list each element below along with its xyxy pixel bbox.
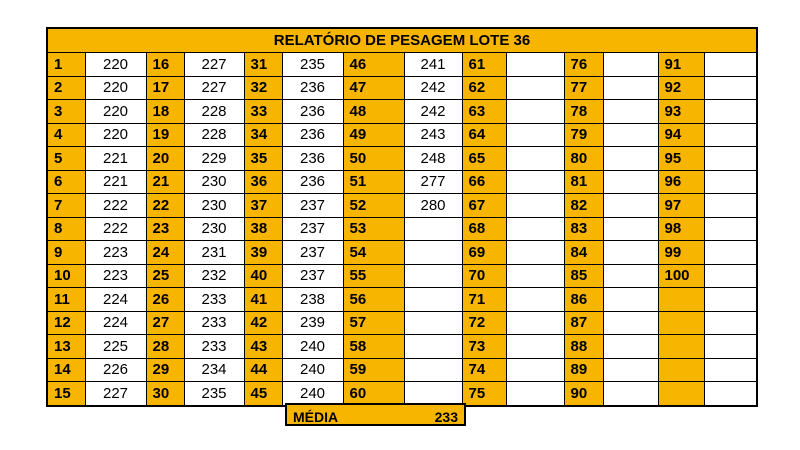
weight-cell: 221: [85, 147, 146, 171]
lot-number-cell: 3: [47, 100, 85, 124]
lot-number-cell: 49: [343, 123, 404, 147]
lot-number-cell: 75: [462, 382, 506, 406]
weight-cell: 225: [85, 335, 146, 359]
lot-number-cell: 56: [343, 288, 404, 312]
weight-cell: [704, 217, 757, 241]
weight-cell: 220: [85, 100, 146, 124]
lot-number-cell: 86: [564, 288, 603, 312]
lot-number-cell: 72: [462, 311, 506, 335]
weight-cell: 277: [404, 170, 462, 194]
lot-number-cell: 37: [244, 194, 282, 218]
weight-cell: [603, 382, 658, 406]
weight-cell: [704, 264, 757, 288]
weight-cell: [603, 217, 658, 241]
weight-cell: [506, 241, 564, 265]
weight-cell: 220: [85, 123, 146, 147]
lot-number-cell: 77: [564, 76, 603, 100]
lot-number-cell: [658, 311, 704, 335]
lot-number-cell: 32: [244, 76, 282, 100]
weight-cell: [603, 358, 658, 382]
average-label: MÉDIA: [293, 409, 339, 425]
lot-number-cell: 83: [564, 217, 603, 241]
lot-number-cell: 84: [564, 241, 603, 265]
lot-number-cell: 54: [343, 241, 404, 265]
lot-number-cell: 40: [244, 264, 282, 288]
lot-number-cell: 41: [244, 288, 282, 312]
weight-cell: 236: [282, 76, 343, 100]
weight-cell: 234: [184, 358, 244, 382]
table-row: [47, 311, 757, 335]
weight-cell: [506, 335, 564, 359]
lot-number-cell: 5: [47, 147, 85, 171]
weight-cell: 233: [184, 335, 244, 359]
weight-cell: [704, 76, 757, 100]
lot-number-cell: 61: [462, 53, 506, 77]
lot-number-cell: 92: [658, 76, 704, 100]
table-row: [47, 241, 757, 265]
weight-cell: [404, 358, 462, 382]
lot-number-cell: 12: [47, 311, 85, 335]
weight-cell: [603, 147, 658, 171]
lot-number-cell: 14: [47, 358, 85, 382]
average-box: [285, 403, 466, 426]
lot-number-cell: 50: [343, 147, 404, 171]
weight-cell: 243: [404, 123, 462, 147]
lot-number-cell: 95: [658, 147, 704, 171]
lot-number-cell: 29: [146, 358, 184, 382]
weight-cell: [704, 170, 757, 194]
lot-number-cell: 99: [658, 241, 704, 265]
lot-number-cell: 46: [343, 53, 404, 77]
lot-number-cell: 28: [146, 335, 184, 359]
lot-number-cell: 22: [146, 194, 184, 218]
weight-cell: 236: [282, 147, 343, 171]
average-value: 233: [434, 409, 458, 425]
weight-cell: 231: [184, 241, 244, 265]
weight-cell: 235: [282, 53, 343, 77]
lot-number-cell: 87: [564, 311, 603, 335]
weight-cell: 232: [184, 264, 244, 288]
report-title: RELATÓRIO DE PESAGEM LOTE 36: [47, 28, 757, 53]
weight-cell: 230: [184, 170, 244, 194]
weight-cell: 237: [282, 264, 343, 288]
lot-number-cell: 11: [47, 288, 85, 312]
weight-cell: 230: [184, 217, 244, 241]
table-row: [47, 100, 757, 124]
weight-cell: 242: [404, 76, 462, 100]
lot-number-cell: 66: [462, 170, 506, 194]
weight-cell: 235: [184, 382, 244, 406]
weight-cell: 227: [85, 382, 146, 406]
lot-number-cell: 4: [47, 123, 85, 147]
weight-cell: 240: [282, 382, 343, 406]
lot-number-cell: 16: [146, 53, 184, 77]
lot-number-cell: 55: [343, 264, 404, 288]
lot-number-cell: 1: [47, 53, 85, 77]
lot-number-cell: 26: [146, 288, 184, 312]
lot-number-cell: 94: [658, 123, 704, 147]
lot-number-cell: 39: [244, 241, 282, 265]
weight-cell: [603, 335, 658, 359]
weight-cell: [506, 288, 564, 312]
lot-number-cell: 64: [462, 123, 506, 147]
lot-number-cell: 90: [564, 382, 603, 406]
weight-cell: [506, 76, 564, 100]
weight-cell: [404, 288, 462, 312]
lot-number-cell: 25: [146, 264, 184, 288]
lot-number-cell: 88: [564, 335, 603, 359]
weight-cell: [404, 335, 462, 359]
lot-number-cell: 97: [658, 194, 704, 218]
weight-cell: [404, 217, 462, 241]
lot-number-cell: [658, 335, 704, 359]
lot-number-cell: 47: [343, 76, 404, 100]
weight-cell: [404, 241, 462, 265]
weight-cell: [704, 147, 757, 171]
weight-cell: [603, 53, 658, 77]
weight-cell: 280: [404, 194, 462, 218]
weight-cell: [404, 382, 462, 406]
weight-cell: 236: [282, 123, 343, 147]
weight-cell: 239: [282, 311, 343, 335]
weight-cell: [603, 311, 658, 335]
lot-number-cell: 53: [343, 217, 404, 241]
lot-number-cell: 35: [244, 147, 282, 171]
lot-number-cell: 59: [343, 358, 404, 382]
lot-number-cell: 62: [462, 76, 506, 100]
lot-number-cell: 44: [244, 358, 282, 382]
weight-cell: [704, 358, 757, 382]
lot-number-cell: 82: [564, 194, 603, 218]
lot-number-cell: 6: [47, 170, 85, 194]
weight-cell: [603, 194, 658, 218]
lot-number-cell: 60: [343, 382, 404, 406]
weight-cell: 227: [184, 76, 244, 100]
lot-number-cell: 73: [462, 335, 506, 359]
lot-number-cell: 81: [564, 170, 603, 194]
lot-number-cell: 57: [343, 311, 404, 335]
lot-number-cell: 17: [146, 76, 184, 100]
weight-cell: 236: [282, 100, 343, 124]
lot-number-cell: 85: [564, 264, 603, 288]
weight-cell: 228: [184, 123, 244, 147]
weight-cell: [704, 194, 757, 218]
lot-number-cell: 24: [146, 241, 184, 265]
weight-cell: [404, 264, 462, 288]
weight-cell: [506, 100, 564, 124]
weight-cell: [603, 264, 658, 288]
weight-cell: 221: [85, 170, 146, 194]
lot-number-cell: 30: [146, 382, 184, 406]
lot-number-cell: 79: [564, 123, 603, 147]
weight-cell: [506, 170, 564, 194]
lot-number-cell: 15: [47, 382, 85, 406]
weighing-report-table: [46, 27, 758, 407]
weight-cell: [506, 382, 564, 406]
lot-number-cell: 36: [244, 170, 282, 194]
lot-number-cell: 70: [462, 264, 506, 288]
table-row: [47, 53, 757, 77]
weight-cell: 233: [184, 288, 244, 312]
weight-cell: 240: [282, 358, 343, 382]
lot-number-cell: 80: [564, 147, 603, 171]
weight-cell: [506, 123, 564, 147]
table-row: [47, 147, 757, 171]
table-row: [47, 123, 757, 147]
table-row: [47, 335, 757, 359]
weight-cell: [704, 53, 757, 77]
weight-cell: 222: [85, 217, 146, 241]
lot-number-cell: 68: [462, 217, 506, 241]
weight-cell: 223: [85, 264, 146, 288]
weight-cell: 223: [85, 241, 146, 265]
weight-cell: 236: [282, 170, 343, 194]
lot-number-cell: 21: [146, 170, 184, 194]
lot-number-cell: 7: [47, 194, 85, 218]
lot-number-cell: 71: [462, 288, 506, 312]
lot-number-cell: 52: [343, 194, 404, 218]
weight-cell: 224: [85, 288, 146, 312]
weight-cell: [506, 147, 564, 171]
lot-number-cell: 91: [658, 53, 704, 77]
lot-number-cell: 78: [564, 100, 603, 124]
lot-number-cell: [658, 382, 704, 406]
weight-cell: 237: [282, 194, 343, 218]
weight-cell: [704, 288, 757, 312]
lot-number-cell: 19: [146, 123, 184, 147]
lot-number-cell: 69: [462, 241, 506, 265]
lot-number-cell: 27: [146, 311, 184, 335]
lot-number-cell: 43: [244, 335, 282, 359]
weight-cell: 237: [282, 241, 343, 265]
weight-cell: 237: [282, 217, 343, 241]
weight-cell: [603, 288, 658, 312]
table-row: [47, 170, 757, 194]
lot-number-cell: 65: [462, 147, 506, 171]
lot-number-cell: 45: [244, 382, 282, 406]
lot-number-cell: 100: [658, 264, 704, 288]
lot-number-cell: 67: [462, 194, 506, 218]
lot-number-cell: 33: [244, 100, 282, 124]
lot-number-cell: 13: [47, 335, 85, 359]
lot-number-cell: 38: [244, 217, 282, 241]
weight-cell: [704, 100, 757, 124]
table-row: [47, 382, 757, 406]
weight-cell: 226: [85, 358, 146, 382]
lot-number-cell: 20: [146, 147, 184, 171]
weight-cell: 238: [282, 288, 343, 312]
weight-cell: [704, 382, 757, 406]
lot-number-cell: 89: [564, 358, 603, 382]
weight-cell: [404, 311, 462, 335]
weight-cell: 220: [85, 76, 146, 100]
lot-number-cell: 9: [47, 241, 85, 265]
lot-number-cell: 58: [343, 335, 404, 359]
weight-cell: [704, 123, 757, 147]
weight-cell: 220: [85, 53, 146, 77]
weight-cell: [603, 76, 658, 100]
lot-number-cell: 8: [47, 217, 85, 241]
lot-number-cell: 10: [47, 264, 85, 288]
title-row: [47, 28, 757, 53]
weight-cell: [704, 241, 757, 265]
lot-number-cell: 42: [244, 311, 282, 335]
lot-number-cell: [658, 288, 704, 312]
weight-cell: 233: [184, 311, 244, 335]
lot-number-cell: [658, 358, 704, 382]
table-row: [47, 288, 757, 312]
table-row: [47, 264, 757, 288]
weight-cell: [506, 194, 564, 218]
weight-cell: 241: [404, 53, 462, 77]
weight-cell: 229: [184, 147, 244, 171]
lot-number-cell: 98: [658, 217, 704, 241]
lot-number-cell: 2: [47, 76, 85, 100]
lot-number-cell: 23: [146, 217, 184, 241]
weight-cell: [603, 241, 658, 265]
weight-cell: 230: [184, 194, 244, 218]
weight-cell: 248: [404, 147, 462, 171]
lot-number-cell: 48: [343, 100, 404, 124]
weight-cell: [704, 335, 757, 359]
table-row: [47, 76, 757, 100]
weight-cell: 227: [184, 53, 244, 77]
lot-number-cell: 93: [658, 100, 704, 124]
weight-cell: [603, 170, 658, 194]
lot-number-cell: 18: [146, 100, 184, 124]
weight-cell: [506, 53, 564, 77]
lot-number-cell: 51: [343, 170, 404, 194]
weight-cell: [704, 311, 757, 335]
weight-cell: 240: [282, 335, 343, 359]
table-row: [47, 194, 757, 218]
lot-number-cell: 34: [244, 123, 282, 147]
weight-cell: [506, 358, 564, 382]
lot-number-cell: 31: [244, 53, 282, 77]
weight-cell: 228: [184, 100, 244, 124]
weight-cell: 242: [404, 100, 462, 124]
weight-cell: [506, 264, 564, 288]
weight-cell: [506, 311, 564, 335]
lot-number-cell: 74: [462, 358, 506, 382]
lot-number-cell: 63: [462, 100, 506, 124]
lot-number-cell: 76: [564, 53, 603, 77]
weight-cell: [603, 123, 658, 147]
weight-cell: 222: [85, 194, 146, 218]
table-row: [47, 217, 757, 241]
table-row: [47, 358, 757, 382]
weight-cell: 224: [85, 311, 146, 335]
weight-cell: [603, 100, 658, 124]
lot-number-cell: 96: [658, 170, 704, 194]
weight-cell: [506, 217, 564, 241]
